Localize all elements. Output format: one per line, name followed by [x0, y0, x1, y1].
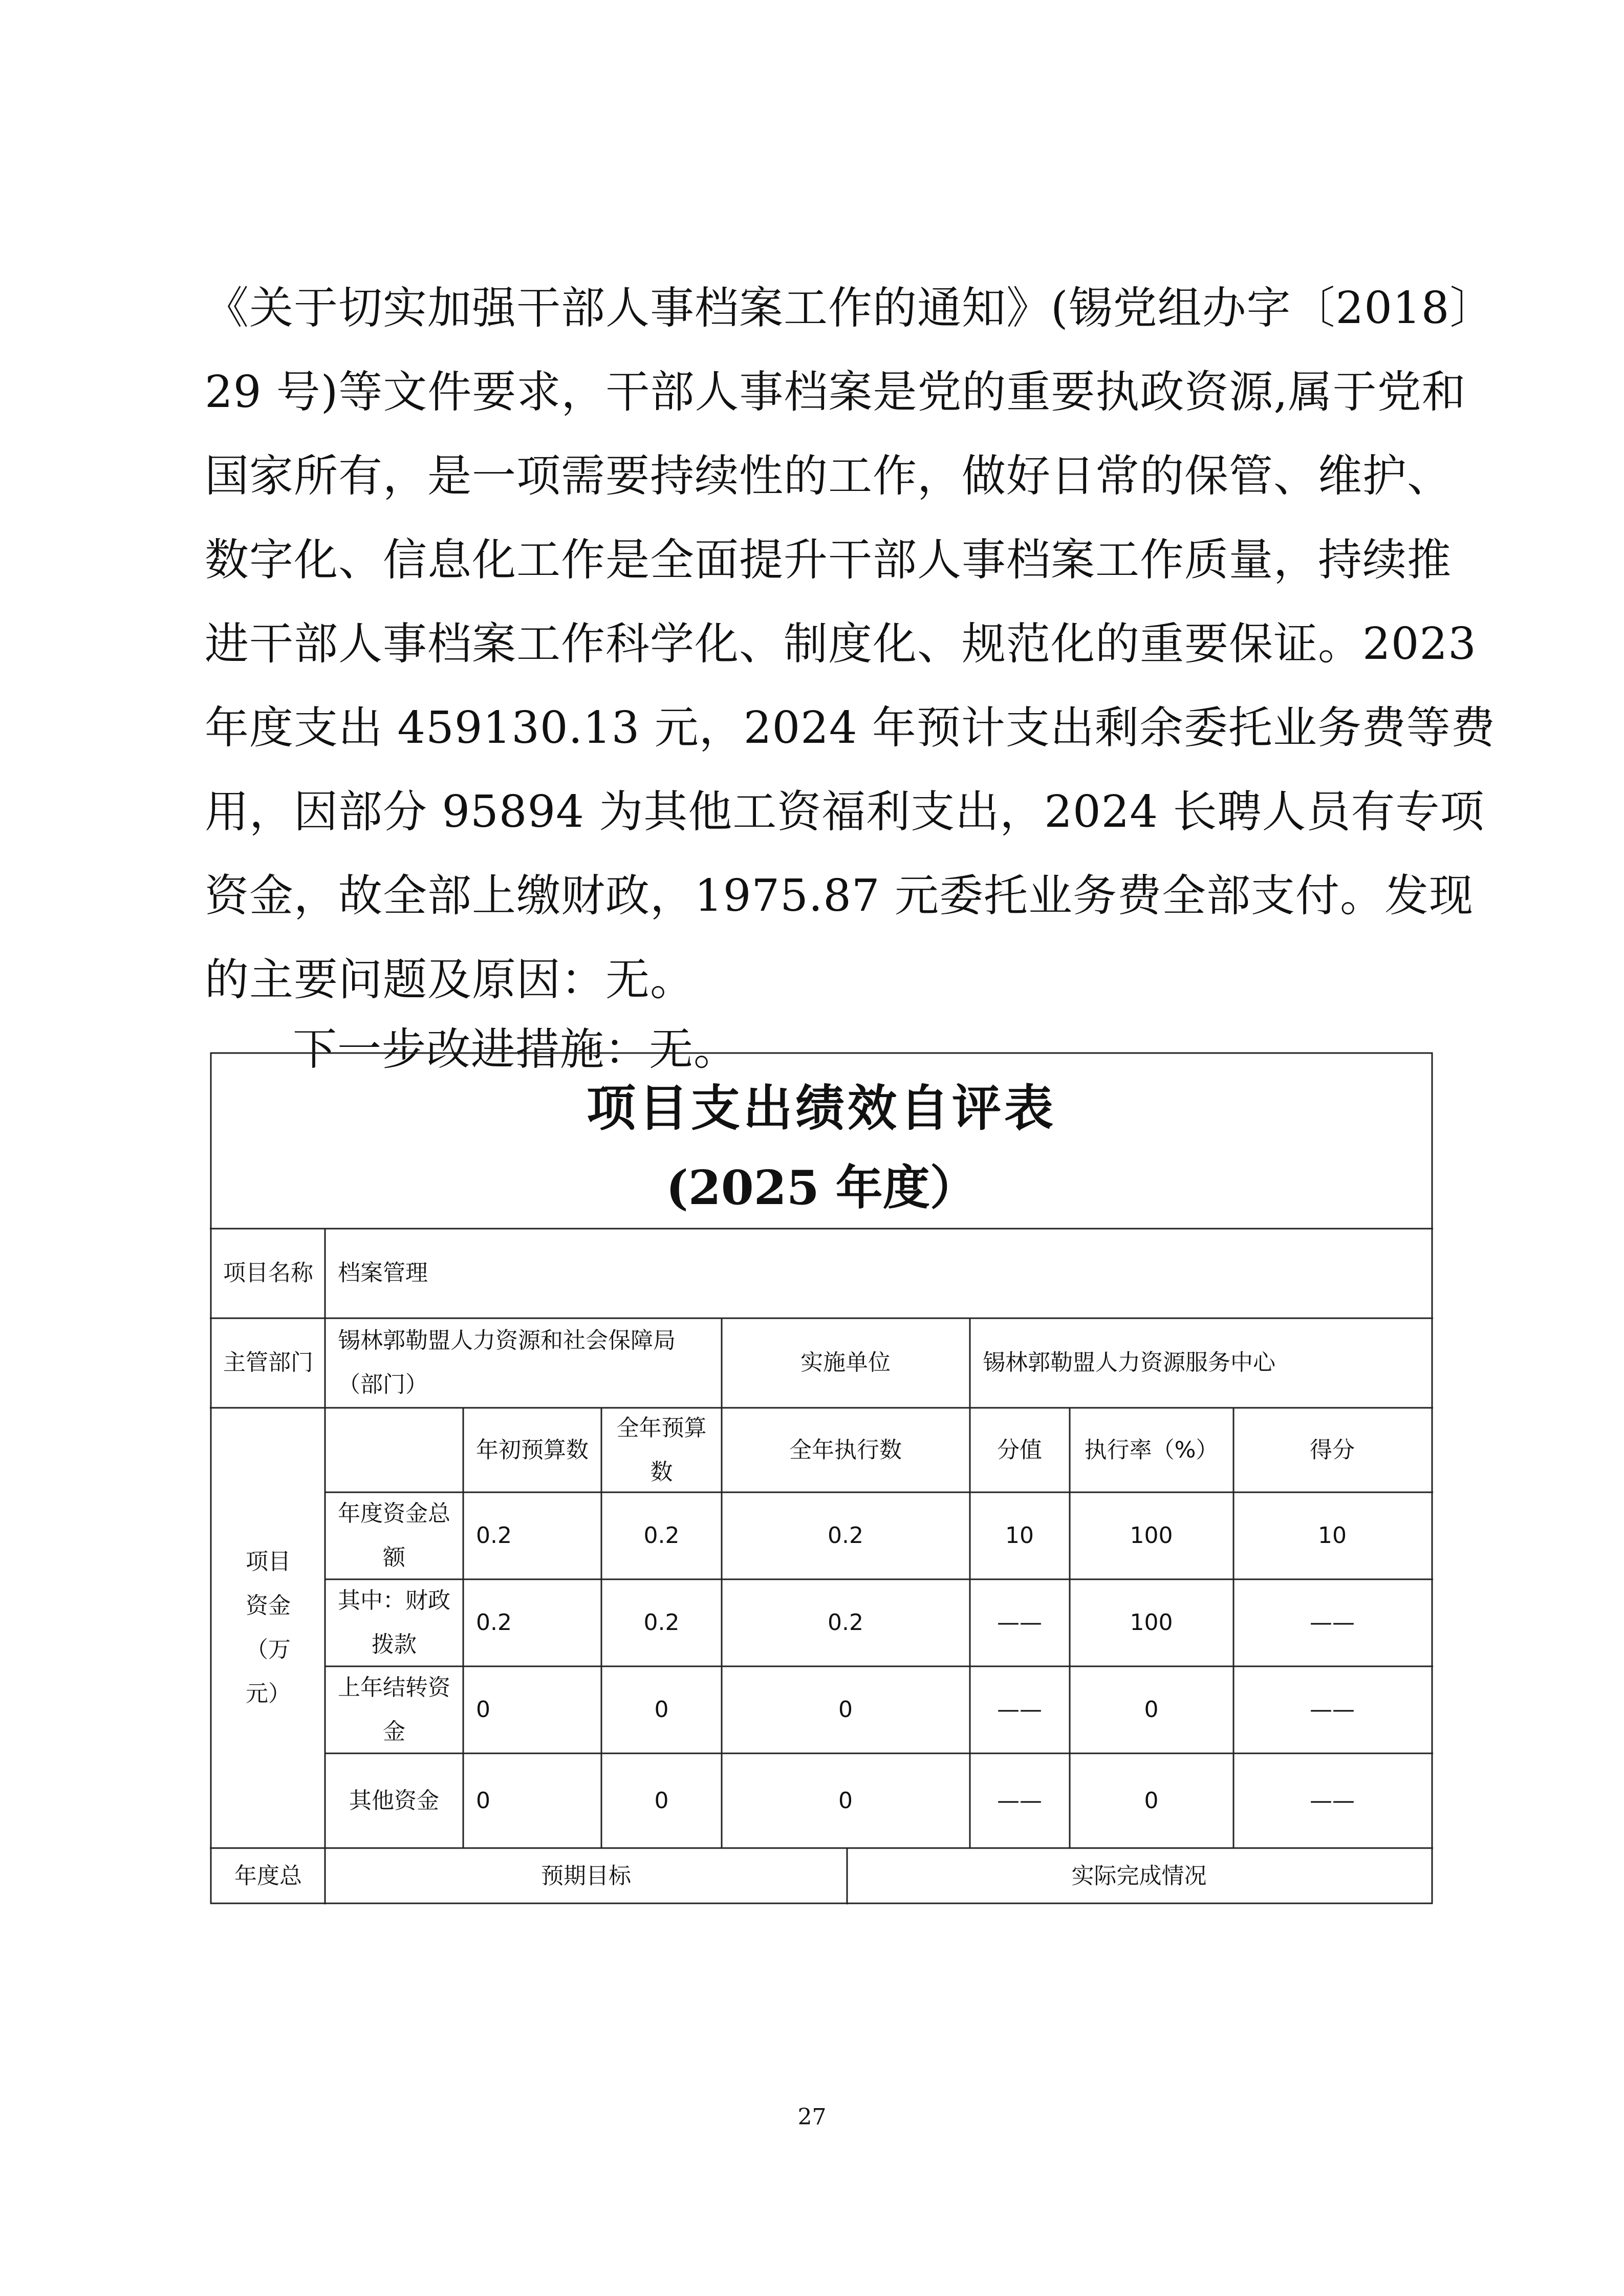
performance-table — [210, 1052, 1433, 1904]
body-paragraph-1 — [205, 266, 1496, 1022]
cell-score: —— — [1310, 1610, 1355, 1636]
cell-exec: 0.2 — [828, 1522, 863, 1549]
row-label: 年度资金总额 — [338, 1500, 450, 1571]
page-number: 27 — [797, 2104, 827, 2130]
row-label: 上年结转资金 — [338, 1675, 450, 1745]
table-subtitle: (2025 年度） — [666, 1160, 977, 1215]
goal-label: 年度总 — [234, 1863, 302, 1889]
cell-exec: 0.2 — [828, 1610, 863, 1636]
table-title: 项目支出绩效自评表 — [587, 1080, 1056, 1137]
cell-initial: 0 — [476, 1787, 490, 1814]
impl-value: 锡林郭勒盟人力资源服务中心 — [983, 1349, 1275, 1376]
cell-rate: 0 — [1144, 1697, 1159, 1723]
header-initial-budget: 年初预算数 — [476, 1436, 589, 1463]
cell-score: 10 — [1318, 1522, 1347, 1549]
paragraph-line: 29 号)等文件要求，干部人事档案是党的重要执政资源,属于党和 — [205, 367, 1466, 418]
project-name-value: 档案管理 — [338, 1260, 428, 1286]
cell-value: 10 — [1005, 1522, 1034, 1549]
paragraph-line: 进干部人事档案工作科学化、制度化、规范化的重要保证。2023 — [205, 618, 1477, 670]
cell-score: —— — [1310, 1697, 1355, 1723]
paragraph-line: 资金，故全部上缴财政，1975.87 元委托业务费全部支付。发现 — [205, 870, 1474, 921]
expected-label: 预期目标 — [541, 1863, 631, 1889]
cell-annual: 0.2 — [643, 1610, 680, 1636]
cell-score: —— — [1310, 1787, 1355, 1814]
paragraph-line: 年度支出 459130.13 元，2024 年预计支出剩余委托业务费等费 — [205, 702, 1496, 754]
cell-initial: 0.2 — [476, 1610, 512, 1636]
dept-label: 主管部门 — [223, 1349, 313, 1376]
cell-rate: 0 — [1144, 1787, 1159, 1814]
cell-exec: 0 — [838, 1697, 853, 1723]
project-name-label: 项目名称 — [223, 1260, 313, 1286]
paragraph-line: 《关于切实加强干部人事档案工作的通知》(锡党组办字〔2018〕 — [205, 283, 1495, 334]
cell-value: —— — [997, 1697, 1042, 1723]
cell-rate: 100 — [1130, 1610, 1173, 1636]
dept-value: 锡林郭勒盟人力资源和社会保障局（部门） — [338, 1327, 676, 1398]
header-rate: 执行率（%） — [1084, 1436, 1219, 1463]
body-paragraph-2: 下一步改进措施：无。 — [293, 1024, 738, 1075]
actual-label: 实际完成情况 — [1071, 1863, 1207, 1889]
header-annual-budget: 全年预算数 — [616, 1414, 707, 1485]
impl-label: 实施单位 — [800, 1349, 891, 1376]
row-label: 其他资金 — [349, 1787, 439, 1814]
header-execution: 全年执行数 — [789, 1436, 902, 1463]
paragraph-line: 用，因部分 95894 为其他工资福利支出，2024 长聘人员有专项 — [205, 786, 1485, 838]
funds-label: 项目资金（万元） — [246, 1549, 291, 1707]
row-label: 其中：财政拨款 — [338, 1587, 450, 1658]
cell-annual: 0 — [654, 1787, 669, 1814]
cell-rate: 100 — [1130, 1522, 1173, 1549]
cell-exec: 0 — [838, 1787, 853, 1814]
cell-initial: 0.2 — [476, 1522, 512, 1549]
header-score-value: 分值 — [997, 1436, 1042, 1463]
paragraph-line: 国家所有，是一项需要持续性的工作，做好日常的保管、维护、 — [205, 450, 1452, 502]
cell-value: —— — [997, 1787, 1042, 1814]
header-score: 得分 — [1310, 1436, 1355, 1463]
paragraph-line: 数字化、信息化工作是全面提升干部人事档案工作质量，持续推 — [205, 534, 1452, 586]
cell-initial: 0 — [476, 1697, 490, 1723]
cell-value: —— — [997, 1610, 1042, 1636]
cell-annual: 0.2 — [643, 1522, 680, 1549]
cell-annual: 0 — [654, 1697, 669, 1723]
paragraph-line: 的主要问题及原因：无。 — [205, 954, 695, 1005]
